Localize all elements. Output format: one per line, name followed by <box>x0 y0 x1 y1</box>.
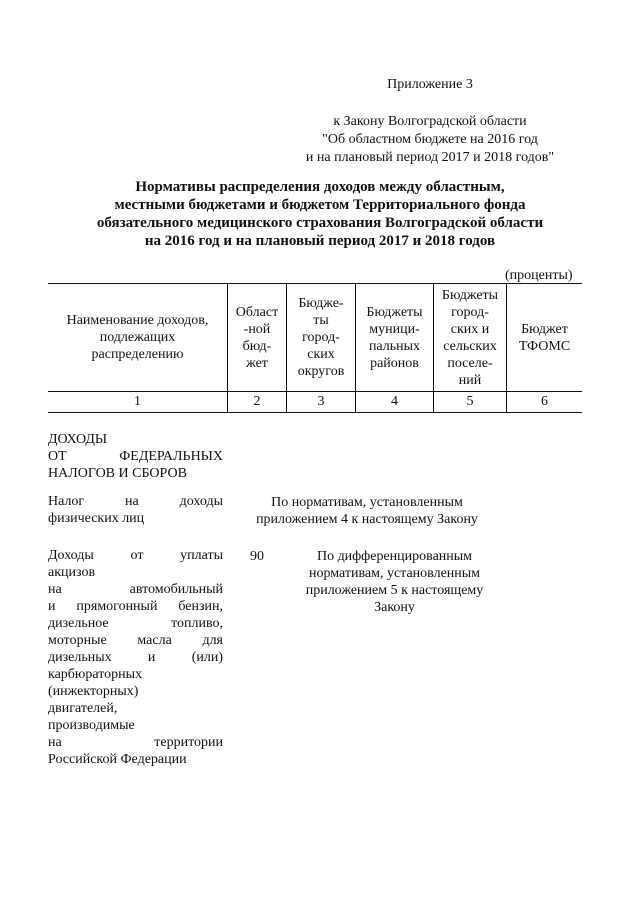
column-number: 5 <box>466 394 474 409</box>
row-regional-share: 90 <box>250 549 264 564</box>
row-name-line: Налог на доходы <box>48 494 223 509</box>
row-name-line: (инжекторных) <box>48 684 139 699</box>
title-line: на 2016 год и на плановый период 2017 и 2018 годов <box>144 233 496 249</box>
row-norm-note <box>282 548 507 616</box>
law-reference-line: и на плановый период 2017 и 2018 годов" <box>305 150 555 165</box>
document-title <box>0 178 640 250</box>
note-line: приложением 5 к настоящему <box>305 583 484 598</box>
note-line: Закону <box>374 600 415 615</box>
row-name-line: Доходы от уплаты <box>48 548 223 563</box>
row-name-line: дизельное топливо, <box>48 616 223 631</box>
row-name-line: акцизов <box>48 565 96 580</box>
column-number: 3 <box>317 394 325 409</box>
row-name-line: НАЛОГОВ И СБОРОВ <box>48 466 187 481</box>
law-reference-line: к Закону Волгоградской области <box>333 114 527 129</box>
column-header-city-districts: Бюдже- ты город- ских округов <box>297 296 345 379</box>
column-header-tfoms: Бюджет ТФОМС <box>518 321 571 354</box>
row-name-line: и прямогонный бензин, <box>48 599 223 614</box>
row-name <box>48 547 223 768</box>
column-header-regional-budget: Област -ной бюд- жет <box>235 304 279 371</box>
row-name-line: физических лиц <box>48 511 145 526</box>
row-name-line: ОТ ФЕДЕРАЛЬНЫХ <box>48 449 223 464</box>
note-line: приложением 4 к настоящему Закону <box>256 512 478 527</box>
appendix-law-reference <box>300 113 560 167</box>
column-number: 6 <box>541 394 548 409</box>
header-mid-border <box>48 391 582 392</box>
column-header-income-name: Наименование доходов, подлежащих распределению <box>66 313 209 362</box>
column-number: 4 <box>391 394 398 409</box>
row-name-line: ДОХОДЫ <box>48 432 108 447</box>
row-name-line: производимые <box>48 718 135 733</box>
row-norm-note <box>232 494 502 528</box>
row-name-line: дизельных и (или) <box>48 650 223 665</box>
column-header-settlements: Бюджеты город- ских и сельских поселе- ний <box>441 287 499 388</box>
law-reference-line: "Об областном бюджете на 2016 год <box>322 132 538 147</box>
note-line: По дифференцированным <box>316 549 473 564</box>
row-name-line: на автомобильный <box>48 582 223 597</box>
note-line: нормативам, установленным <box>308 566 481 581</box>
title-line: Нормативы распределения доходов между областным, <box>135 179 505 195</box>
row-name-line: моторные масла для <box>48 633 223 648</box>
row-name-line: на территории <box>48 735 223 750</box>
note-line: По нормативам, установленным <box>271 495 463 510</box>
row-name-line: Российской Федерации <box>48 752 187 767</box>
row-name <box>48 493 223 527</box>
title-line: местными бюджетами и бюджетом Территориального фонда <box>114 197 526 213</box>
row-name-line: карбюраторных <box>48 667 143 682</box>
column-number: 2 <box>253 394 261 409</box>
column-number: 1 <box>134 394 141 409</box>
appendix-number: Приложение 3 <box>387 77 473 92</box>
header-bottom-border <box>48 412 582 413</box>
unit-label: (проценты) <box>505 268 573 283</box>
table-row <box>48 431 223 482</box>
title-line: обязательного медицинского страхования Волгоградской области <box>96 215 544 231</box>
column-header-municipal-districts: Бюджеты муници- пальных районов <box>366 304 423 371</box>
row-name-line: двигателей, <box>48 701 118 716</box>
